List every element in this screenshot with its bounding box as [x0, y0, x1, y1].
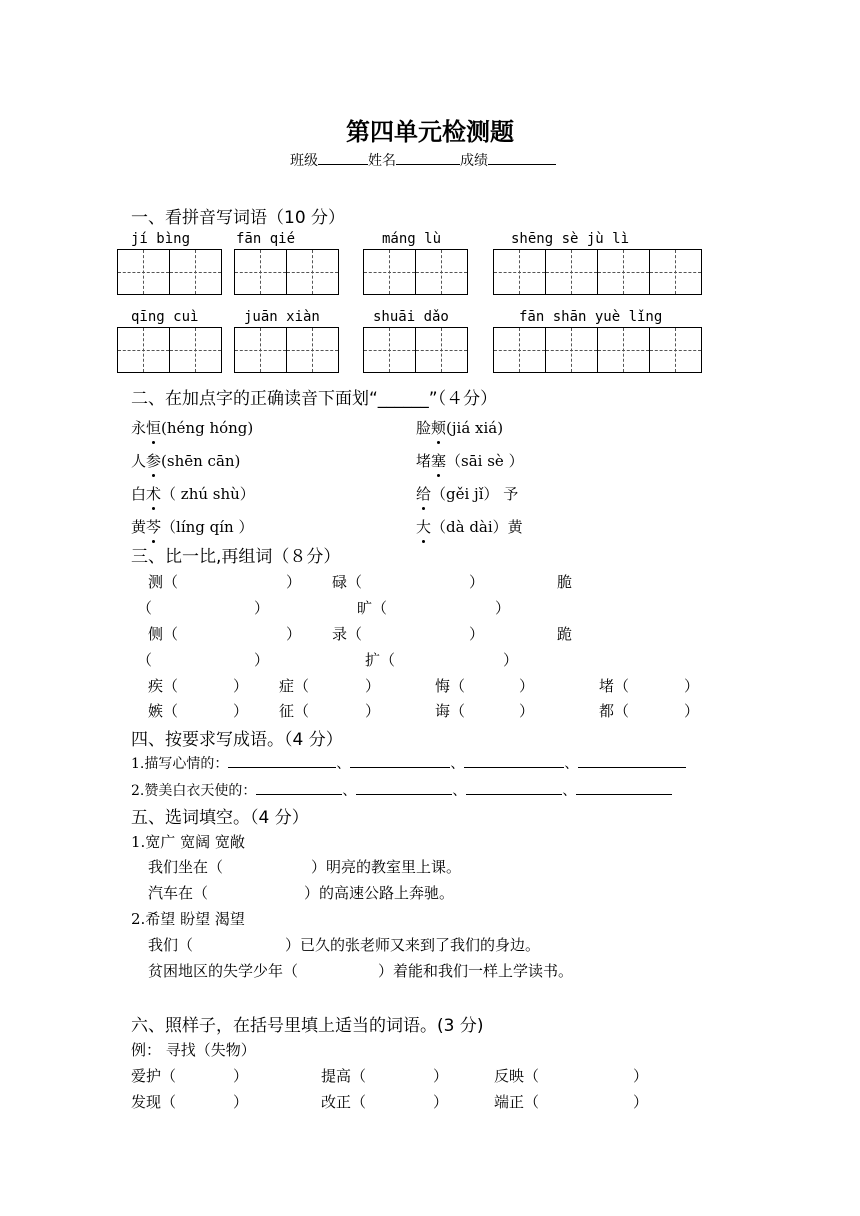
word-prompt: 碌（: [332, 573, 363, 591]
question-text: 2.赞美白衣天使的：: [131, 783, 257, 799]
pronunciation-item[interactable]: 脸颊(jiá xiá): [416, 419, 504, 437]
dotted-char: 颊: [431, 419, 447, 437]
word-prompt: 脆: [557, 573, 573, 591]
paren-close: ）: [233, 1093, 249, 1111]
separator: 、: [452, 783, 467, 799]
word-choices-1: 1.宽广 宽阔 宽敞: [131, 833, 245, 851]
pinyin-label: shuāi dǎo: [373, 309, 449, 325]
paren-close: ）: [254, 651, 270, 669]
writing-grid[interactable]: [363, 249, 468, 295]
fill-sentence: 贫困地区的失学少年（ ）着能和我们一样上学读书。: [148, 962, 574, 980]
dotted-char: 塞: [431, 452, 447, 470]
paren-close: ）: [233, 1067, 249, 1085]
word-prompt: 悔（: [435, 677, 466, 695]
section-3-heading: 三、比一比,再组词（８分）: [131, 547, 341, 567]
pronunciation-item[interactable]: 黄芩（líng qín ）: [131, 518, 254, 536]
dotted-char: 参: [146, 452, 162, 470]
paren-close: ）: [286, 625, 302, 643]
pinyin-label: qīng cuì: [131, 309, 199, 325]
answer-blank[interactable]: [576, 780, 672, 795]
answer-blank[interactable]: [228, 753, 336, 768]
pronunciation-item[interactable]: 给（gěi jǐ） 予: [416, 485, 519, 503]
pinyin-label: fān shān yuè lǐng: [519, 309, 663, 325]
dotted-char: 大: [416, 518, 432, 536]
pronunciation-item[interactable]: 永恒(héng hóng): [131, 419, 254, 437]
word-prompt: 旷（: [357, 599, 388, 617]
paren-close: ）: [233, 677, 249, 695]
section-2-heading: 二、在加点字的正确读音下面划“______”（４分）: [131, 389, 498, 409]
word-prompt: 都（: [599, 702, 630, 720]
paren-close: ）: [684, 702, 700, 720]
answer-blank[interactable]: [350, 753, 450, 768]
class-label: 班级: [290, 153, 318, 169]
idiom-question-1: [131, 753, 686, 773]
writing-grid[interactable]: [234, 249, 339, 295]
word-prompt: 发现（: [131, 1093, 177, 1111]
word-prompt: 爱护（: [131, 1067, 177, 1085]
dotted-char: 术: [146, 485, 162, 503]
pinyin-label: juān xiàn: [244, 309, 320, 325]
pronunciation-item[interactable]: 白术（ zhú shù）: [131, 485, 255, 503]
score-blank[interactable]: [488, 150, 556, 165]
separator: 、: [562, 783, 577, 799]
question-text: 1.描写心情的：: [131, 756, 229, 772]
word-choices-2: 2.希望 盼望 渴望: [131, 910, 245, 928]
word-prompt: 嫉（: [148, 702, 179, 720]
answer-blank[interactable]: [578, 753, 686, 768]
word-prompt: 疾（: [148, 677, 179, 695]
writing-grid[interactable]: [117, 327, 222, 373]
writing-grid[interactable]: [234, 327, 339, 373]
separator: 、: [336, 756, 351, 772]
word-prompt: 改正（: [321, 1093, 367, 1111]
paren-close: ）: [519, 677, 535, 695]
paren-close: ）: [469, 573, 485, 591]
paren-close: ）: [433, 1093, 449, 1111]
writing-grid[interactable]: [117, 249, 222, 295]
fill-sentence: 我们（ ）已久的张老师又来到了我们的身边。: [148, 936, 541, 954]
dotted-char: 给: [416, 485, 432, 503]
word-prompt: 侧（: [148, 625, 179, 643]
word-prompt: 反映（: [494, 1067, 540, 1085]
pronunciation-item[interactable]: 大（dà dài）黄: [416, 518, 523, 536]
section-1-heading: 一、看拼音写词语（10 分）: [131, 208, 346, 228]
paren-close: ）: [254, 599, 270, 617]
answer-blank[interactable]: [466, 780, 562, 795]
paren-close: ）: [519, 702, 535, 720]
paren-close: ）: [503, 651, 519, 669]
example-line: 例： 寻找（失物）: [131, 1041, 256, 1059]
separator: 、: [564, 756, 579, 772]
name-label: 姓名: [368, 153, 396, 169]
fill-sentence: 汽车在（ ）的高速公路上奔驰。: [148, 884, 455, 902]
section-4-heading: 四、按要求写成语。（4 分）: [131, 730, 343, 750]
word-prompt: 录（: [332, 625, 363, 643]
fill-sentence: 我们坐在（ ）明亮的教室里上课。: [148, 858, 462, 876]
word-prompt: 跪: [557, 625, 573, 643]
answer-blank[interactable]: [464, 753, 564, 768]
word-prompt: 扩（: [365, 651, 396, 669]
paren-close: ）: [365, 677, 381, 695]
word-prompt: 诲（: [435, 702, 466, 720]
pronunciation-item[interactable]: 人参(shēn cān): [131, 452, 241, 470]
section-6-heading: 六、照样子，在括号里填上适当的词语。(3 分): [131, 1016, 484, 1036]
page-title: 第四单元检测题: [346, 118, 514, 146]
paren-close: ）: [433, 1067, 449, 1085]
word-prompt: 测（: [148, 573, 179, 591]
paren-close: ）: [233, 702, 249, 720]
class-blank[interactable]: [318, 150, 368, 165]
student-info-line: [290, 150, 556, 170]
pinyin-label: jí bìng: [131, 231, 191, 247]
paren-close: ）: [469, 625, 485, 643]
word-prompt: 提高（: [321, 1067, 367, 1085]
idiom-question-2: [131, 780, 672, 800]
writing-grid[interactable]: [363, 327, 468, 373]
pronunciation-item[interactable]: 堵塞（sāi sè ）: [416, 452, 524, 470]
dotted-char: 芩: [146, 518, 162, 536]
separator: 、: [450, 756, 465, 772]
pinyin-label: shēng sè jù lì: [511, 231, 630, 247]
word-prompt: 征（: [279, 702, 310, 720]
word-prompt: 堵（: [599, 677, 630, 695]
paren-close: ）: [495, 599, 511, 617]
word-prompt: 端正（: [494, 1093, 540, 1111]
pinyin-label: fān qié: [236, 231, 296, 247]
score-label: 成绩: [460, 153, 488, 169]
section-5-heading: 五、选词填空。（4 分）: [131, 808, 309, 828]
separator: 、: [342, 783, 357, 799]
answer-blank[interactable]: [256, 780, 342, 795]
writing-grid[interactable]: [493, 327, 702, 373]
paren-open: （: [137, 599, 153, 617]
word-prompt: 症（: [279, 677, 310, 695]
paren-close: ）: [365, 702, 381, 720]
name-blank[interactable]: [396, 150, 460, 165]
dotted-char: 恒: [146, 419, 162, 437]
paren-close: ）: [684, 677, 700, 695]
paren-close: ）: [286, 573, 302, 591]
paren-close: ）: [633, 1093, 649, 1111]
paren-close: ）: [633, 1067, 649, 1085]
answer-blank[interactable]: [356, 780, 452, 795]
writing-grid[interactable]: [493, 249, 702, 295]
paren-open: （: [137, 651, 153, 669]
pinyin-label: máng lù: [382, 231, 442, 247]
